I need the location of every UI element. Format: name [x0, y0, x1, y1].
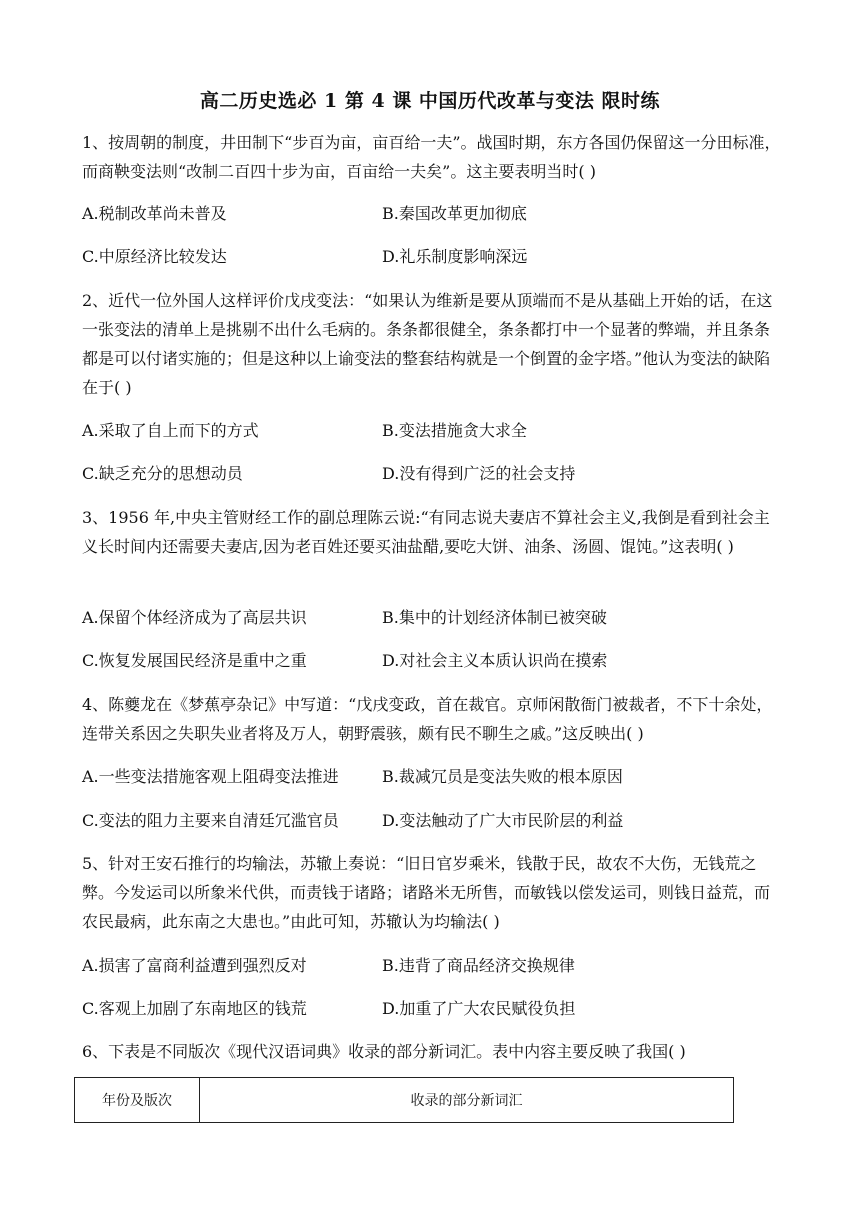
- question-5-option-a: A.损害了富商利益遭到强烈反对: [82, 956, 307, 975]
- page-title: 高二历史选必 1 第 4 课 中国历代改革与变法 限时练: [199, 90, 661, 112]
- question-5-option-d: D.加重了广大农民赋役负担: [382, 999, 576, 1018]
- question-4-option-d: D.变法触动了广大市民阶层的利益: [382, 811, 624, 830]
- question-3-option-c: C.恢复发展国民经济是重中之重: [82, 651, 307, 670]
- question-1-option-b: B.秦国改革更加彻底: [382, 204, 527, 223]
- question-2-option-a: A.采取了自上而下的方式: [82, 421, 259, 440]
- question-5-option-b: B.违背了商品经济交换规律: [382, 956, 575, 975]
- question-2-option-d: D.没有得到广泛的社会支持: [382, 464, 576, 483]
- table-header-row: [75, 1078, 734, 1123]
- table-header-new-words: 收录的部分新词汇: [200, 1078, 734, 1123]
- question-5-stem: 5、针对王安石推行的均输法，苏辙上奏说：“旧日官岁乘米，钱散于民，故农不大伤，无钱荒之弊。今发运司以所象米代供，而责钱于诸路；诸路米无所售，而敏钱以偿发运司，则钱日益荒，而农民最病，此东南之大患也。”由此可知，苏辙认为均输法( ): [82, 854, 771, 931]
- question-2-option-c: C.缺乏充分的思想动员: [82, 464, 243, 483]
- question-3-option-d: D.对社会主义本质认识尚在摸索: [382, 651, 608, 670]
- question-3-option-a: A.保留个体经济成为了高层共识: [82, 608, 307, 627]
- question-4-stem: 4、陈夔龙在《梦蕉亭杂记》中写道：“戊戌变政，首在裁官。京师闲散衙门被裁者，不下十余处，连带关系因之失职失业者将及万人，朝野震骇，颇有民不聊生之戚。”这反映出( ): [82, 695, 773, 743]
- question-4-option-b: B.裁减冗员是变法失败的根本原因: [382, 767, 623, 786]
- question-4-option-c: C.变法的阻力主要来自清廷冗滥官员: [82, 811, 339, 830]
- question-3-option-b: B.集中的计划经济体制已被突破: [382, 608, 607, 627]
- question-1-stem: 1、按周朝的制度，井田制下“步百为亩，亩百给一夫”。战国时期，东方各国仍保留这一分田标准，而商鞅变法则“改制二百四十步为亩，百亩给一夫矣”。这主要表明当时( ): [82, 133, 781, 181]
- table-header-year-edition: 年份及版次: [75, 1078, 200, 1123]
- question-5-option-c: C.客观上加剧了东南地区的钱荒: [82, 999, 307, 1018]
- question-6-stem: 6、下表是不同版次《现代汉语词典》收录的部分新词汇。表中内容主要反映了我国( ): [82, 1042, 686, 1061]
- question-2-stem: 2、近代一位外国人这样评价戊戌变法：“如果认为维新是要从顶端而不是从基础上开始的话，在这一张变法的清单上是挑剔不出什么毛病的。条条都很健全，条条都打中一个显著的弊端，并且条条都是可以付诸实施的；但是这种以上谕变法的整套结构就是一个倒置的金字塔。”他认为变法的缺陷在于( ): [82, 291, 773, 397]
- question-2-option-b: B.变法措施贪大求全: [382, 421, 527, 440]
- question-1-option-d: D.礼乐制度影响深远: [382, 247, 528, 266]
- vocabulary-table: [74, 1077, 734, 1123]
- question-1-option-a: A.税制改革尚未普及: [82, 204, 227, 223]
- question-4-option-a: A.一些变法措施客观上阻碍变法推进: [82, 767, 339, 786]
- question-3-stem: 3、1956 年,中央主管财经工作的副总理陈云说:“有同志说夫妻店不算社会主义,我倒是看到社会主义长时间内还需要夫妻店,因为老百姓还要买油盐醋,要吃大饼、油条、汤圆、馄饨。”这表明( ): [82, 508, 770, 556]
- question-1-option-c: C.中原经济比较发达: [82, 247, 227, 266]
